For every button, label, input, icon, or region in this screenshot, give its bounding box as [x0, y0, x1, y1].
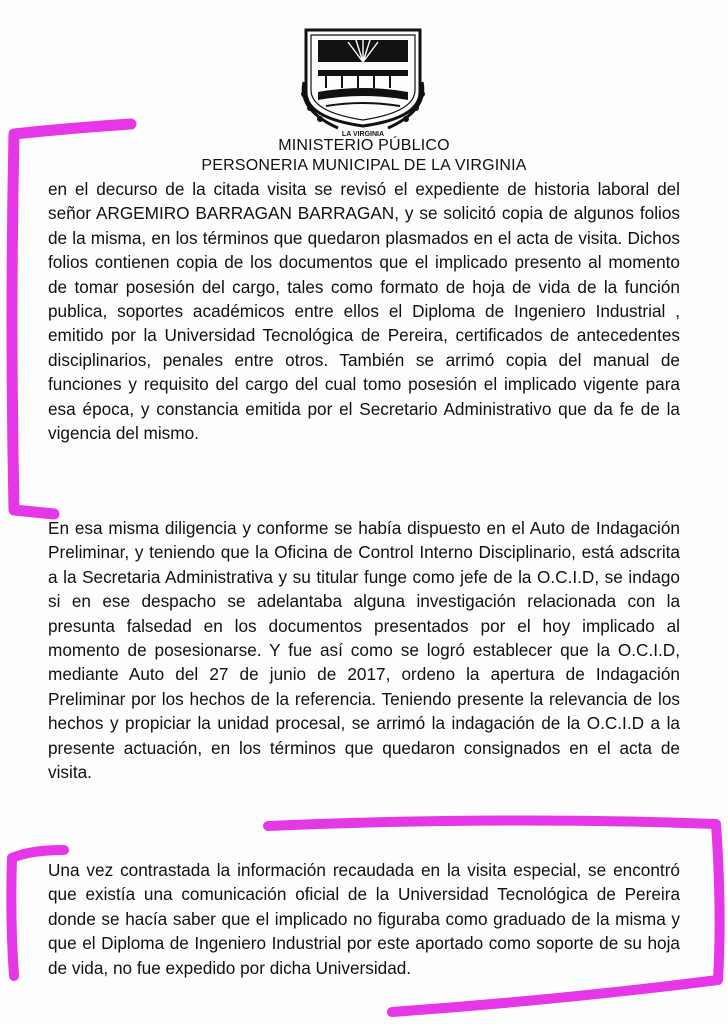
municipal-crest-icon: [298, 22, 428, 140]
paragraph-3: Una vez contrastada la información recaudada en la visita especial, se encontró que existía una comunicación oficial de la Universidad Tecnológica de Pereira donde se hacía saber que el implicado no figuraba como graduado de la misma y que el Diploma de Ingeniero Industrial por este aportado como soporte de su hoja de vida, no fue expedido por dicha Universidad.: [48, 860, 680, 978]
crest-caption: LA VIRGINIA: [341, 131, 385, 138]
letterhead-ministry: MINISTERIO PÚBLICO: [278, 137, 450, 154]
paragraph-1: [48, 177, 680, 445]
paragraph-1-text-before: en el decurso de la citada visita se revisó el expediente de historia laboral del señor: [48, 179, 680, 224]
letterhead: [0, 0, 728, 185]
letterhead-office: PERSONERIA MUNICIPAL DE LA VIRGINIA: [201, 157, 527, 174]
paragraph-1-name: ARGEMIRO BARRAGAN BARRAGAN,: [95, 203, 399, 224]
paragraph-2: En esa misma diligencia y conforme se había dispuesto en el Auto de Indagación Preliminar, y teniendo que la Oficina de Control Interno Disciplinario, está adscrita a la Secretaria Administrativa y su titular funge como jefe de la O.C.I.D, se indago si en ese despacho se adelantaba alguna investigación relacionada con la presunta falsedad en los documentos presentados por el hoy implicado al momento de posesionarse. Y fue así como se logró establecer que la O.C.I.D, mediante Auto del 27 de junio de 2017, ordeno la apertura de Indagación Preliminar por los hechos de la referencia. Teniendo presente la relevancia de los hechos y propiciar la unidad procesal, se arrimó la indagación de la O.C.I.D a la presente actuación, en los términos que quedaron consignados en el acta de visita.: [48, 518, 680, 783]
paragraph-1-text-after: y se solicitó copia de algunos folios de la misma, en los términos que quedaron plasmados en el acta de visita. Dichos folios contienen copia de los documentos que el implicado presento al momento de tomar posesión del cargo, tales como formato de hoja de vida de la función publica, soportes académicos entre ellos el Diploma de Ingeniero Industrial , emitido por la Universidad Tecnológica de Pereira, certificados de antecedentes disciplinarios, penales entre otros. También se arrimó copia del manual de funciones y requisito del cargo del cual tomo posesión el implicado vigente para esa época, y constancia emitida por el Secretario Administrativo que da fe de la vigencia del mismo.: [48, 203, 681, 444]
